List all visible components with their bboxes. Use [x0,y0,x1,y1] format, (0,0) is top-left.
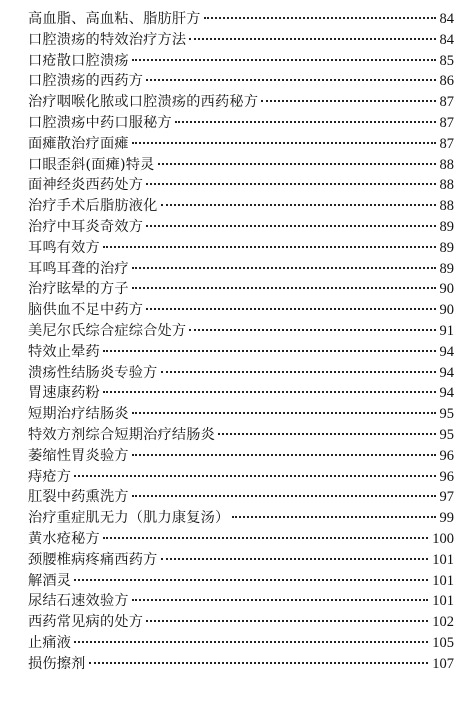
toc-entry-page-number: 85 [439,52,454,69]
toc-entry-page-number: 94 [439,343,454,360]
toc-entry[interactable] [28,113,454,134]
toc-entry-page-number: 105 [432,634,454,651]
dot-leader [146,183,435,185]
dot-leader [103,350,436,352]
dot-leader [132,267,436,269]
dot-leader [132,454,436,456]
dot-leader [146,79,435,81]
toc-entry[interactable] [28,467,454,488]
toc-entry-page-number: 99 [439,510,454,527]
toc-entry-page-number: 88 [439,177,454,194]
toc-entry[interactable] [28,425,454,446]
toc-entry-title: 短期治疗结肠炎 [28,406,129,423]
toc-entry-title: 面瘫散治疗面瘫 [28,135,129,152]
toc-entry-title: 止痛液 [28,634,72,651]
toc-entry[interactable] [28,550,454,571]
toc-entry-title: 痔疮方 [28,468,72,485]
toc-entry-title: 溃疡性结肠炎专验方 [28,364,158,381]
toc-entry[interactable] [28,446,454,467]
dot-leader [218,433,435,435]
toc-entry[interactable] [28,591,454,612]
toc-entry[interactable] [28,529,454,550]
dot-leader [161,204,436,206]
toc-entry-page-number: 86 [439,73,454,90]
toc-entry-page-number: 84 [439,11,454,27]
toc-entry-title: 西药常见病的处方 [28,614,144,631]
toc-entry[interactable] [28,487,454,508]
toc-entry[interactable] [28,9,454,30]
toc-entry[interactable] [28,259,454,280]
dot-leader [204,17,436,19]
toc-entry[interactable] [28,279,454,300]
toc-entry[interactable] [28,30,454,51]
toc-entry-page-number: 88 [439,156,454,173]
dot-leader [103,391,436,393]
dot-leader [189,38,435,40]
toc-entry-page-number: 95 [439,406,454,423]
toc-entry[interactable] [28,71,454,92]
dot-leader [261,100,435,102]
toc-entry-title: 肛裂中药熏洗方 [28,489,129,506]
toc-entry-title: 黄水疮秘方 [28,530,100,547]
toc-entry-page-number: 100 [432,530,454,547]
table-of-contents [28,9,454,675]
toc-entry[interactable] [28,300,454,321]
toc-entry-page-number: 87 [439,114,454,131]
toc-entry-title: 治疗咽喉化脓或口腔溃疡的西药秘方 [28,94,259,111]
toc-entry-title: 胃速康药粉 [28,385,100,402]
toc-entry[interactable] [28,363,454,384]
toc-entry-page-number: 91 [439,322,454,339]
toc-entry-page-number: 97 [439,489,454,506]
toc-entry-title: 萎缩性胃炎验方 [28,447,129,464]
toc-entry[interactable] [28,238,454,259]
toc-entry-page-number: 89 [439,260,454,277]
dot-leader [161,558,429,560]
toc-entry[interactable] [28,633,454,654]
toc-entry-title: 耳鸣有效方 [28,239,100,256]
toc-entry-page-number: 88 [439,198,454,215]
toc-entry-title: 治疗手术后脂肪液化 [28,198,158,215]
dot-leader [132,142,436,144]
toc-entry-title: 特效止晕药 [28,343,100,360]
toc-entry[interactable] [28,321,454,342]
toc-entry-page-number: 90 [439,302,454,319]
toc-entry-title: 口腔溃疡中药口服秘方 [28,114,172,131]
dot-leader [132,59,436,61]
toc-entry[interactable] [28,196,454,217]
dot-leader [103,537,428,539]
toc-entry-page-number: 101 [432,572,454,589]
toc-entry-page-number: 96 [439,468,454,485]
toc-entry-page-number: 89 [439,239,454,256]
toc-entry-page-number: 102 [432,614,454,631]
dot-leader [74,475,435,477]
toc-entry-page-number: 87 [439,135,454,152]
toc-entry-title: 口腔溃疡的特效治疗方法 [28,31,187,48]
toc-entry[interactable] [28,155,454,176]
toc-entry-page-number: 101 [432,551,454,568]
toc-entry-page-number: 101 [432,593,454,610]
dot-leader [132,287,436,289]
dot-leader [175,121,436,123]
toc-entry[interactable] [28,404,454,425]
toc-entry-title: 解酒灵 [28,572,72,589]
dot-leader [232,516,435,518]
toc-entry-title: 损伤擦剂 [28,655,86,672]
dot-leader [158,163,436,165]
toc-entry[interactable] [28,342,454,363]
toc-entry[interactable] [28,51,454,72]
toc-entry[interactable] [28,92,454,113]
dot-leader [132,412,436,414]
dot-leader [161,371,436,373]
toc-entry-title: 治疗重症肌无力（肌力康复汤） [28,510,230,527]
toc-entry[interactable] [28,571,454,592]
toc-entry-title: 耳鸣耳聋的治疗 [28,260,129,277]
toc-entry-title: 特效方剂综合短期治疗结肠炎 [28,426,216,443]
toc-entry-title: 尿结石速效验方 [28,593,129,610]
toc-entry[interactable] [28,654,454,675]
toc-entry[interactable] [28,134,454,155]
dot-leader [132,599,429,601]
toc-entry-page-number: 90 [439,281,454,298]
dot-leader [103,246,436,248]
toc-entry-page-number: 87 [439,94,454,111]
toc-entry-title: 治疗中耳炎奇效方 [28,218,144,235]
toc-entry-title: 面神经炎西药处方 [28,177,144,194]
toc-entry-title: 口疮散口腔溃疡 [28,52,129,69]
dot-leader [189,329,435,331]
toc-entry-title: 口眼歪斜(面瘫)特灵 [28,156,155,173]
toc-entry-title: 脑供血不足中药方 [28,302,144,319]
toc-entry-title: 颈腰椎病疼痛西药方 [28,551,158,568]
toc-entry[interactable] [28,508,454,529]
toc-entry-page-number: 84 [439,31,454,48]
toc-entry-page-number: 94 [439,364,454,381]
toc-entry-page-number: 89 [439,218,454,235]
toc-entry-page-number: 96 [439,447,454,464]
dot-leader [146,620,428,622]
toc-entry-page-number: 95 [439,426,454,443]
toc-entry-title: 美尼尔氏综合症综合处方 [28,322,187,339]
dot-leader [74,641,428,643]
toc-entry-page-number: 94 [439,385,454,402]
toc-entry[interactable] [28,612,454,633]
dot-leader [146,225,435,227]
dot-leader [74,579,428,581]
toc-entry[interactable] [28,175,454,196]
dot-leader [146,308,435,310]
dot-leader [89,662,429,664]
toc-entry[interactable] [28,217,454,238]
toc-entry-title: 治疗眩晕的方子 [28,281,129,298]
toc-entry-title: 高血脂、高血粘、脂肪肝方 [28,11,201,27]
toc-entry-page-number: 107 [432,655,454,672]
dot-leader [132,495,436,497]
toc-entry[interactable] [28,383,454,404]
toc-entry-title: 口腔溃疡的西药方 [28,73,144,90]
